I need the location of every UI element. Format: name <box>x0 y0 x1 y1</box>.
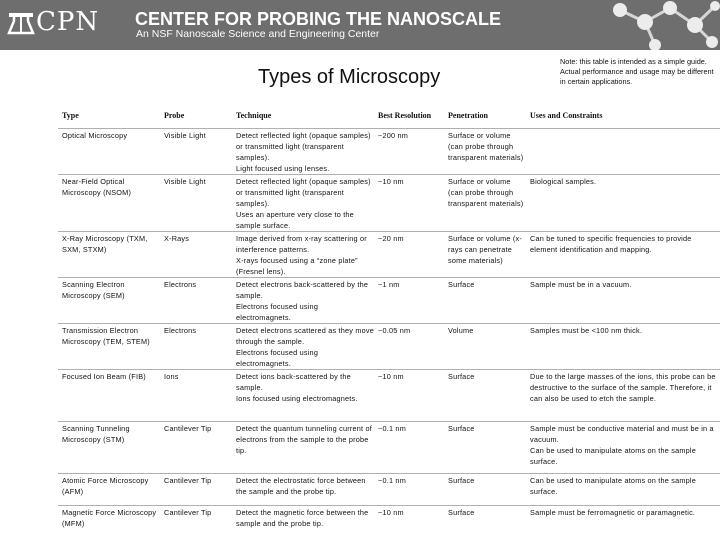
cell-type: Scanning Electron Microscopy (SEM) <box>58 278 160 324</box>
cell-probe: Ions <box>160 370 232 422</box>
cell-probe: Electrons <box>160 324 232 370</box>
cell-type: Magnetic Force Microscopy (MFM) <box>58 506 160 536</box>
cell-penetration: Surface or volume (x-rays can penetrate some materials) <box>444 232 526 278</box>
cell-resolution: ~10 nm <box>374 506 444 536</box>
cell-technique: Image derived from x-ray scattering or interference patterns. X-rays focused using a “zone plate” (Fresnel lens). <box>232 232 374 278</box>
cell-probe: Cantilever Tip <box>160 474 232 506</box>
cell-technique: Detect electrons back-scattered by the sample. Electrons focused using electromagnets. <box>232 278 374 324</box>
table-header-row <box>58 107 720 129</box>
cell-uses <box>526 129 720 175</box>
cell-penetration: Surface <box>444 370 526 422</box>
cell-probe: Cantilever Tip <box>160 422 232 474</box>
banner-title: CENTER FOR PROBING THE NANOSCALE <box>135 9 502 29</box>
cell-technique: Detect electrons scattered as they move through the sample. Electrons focused using electromagnets. <box>232 324 374 370</box>
table-row <box>58 129 720 175</box>
cell-penetration: Surface <box>444 422 526 474</box>
column-header-resolution: Best Resolution <box>378 111 432 120</box>
table-row <box>58 278 720 324</box>
cell-resolution: ~10 nm <box>374 175 444 232</box>
column-header-penetration: Penetration <box>448 111 488 120</box>
cell-resolution: ~1 nm <box>374 278 444 324</box>
cell-penetration: Surface <box>444 278 526 324</box>
cell-probe: Electrons <box>160 278 232 324</box>
table-row <box>58 370 720 422</box>
cell-probe: X-Rays <box>160 232 232 278</box>
table-row <box>58 232 720 278</box>
cell-uses: Sample must be conductive material and must be in a vacuum. Can be used to manipulate atoms on the sample surface. <box>526 422 720 474</box>
column-header-technique: Technique <box>236 111 272 120</box>
table-row <box>58 324 720 370</box>
banner-subtitle: An NSF Nanoscale Science and Engineering Center <box>136 28 380 40</box>
cell-resolution: ~0.1 nm <box>374 422 444 474</box>
cell-type: Focused Ion Beam (FIB) <box>58 370 160 422</box>
cell-uses: Can be tuned to specific frequencies to provide element identification and mapping. <box>526 232 720 278</box>
table-row <box>58 175 720 232</box>
table-row <box>58 422 720 474</box>
cell-uses: Sample must be ferromagnetic or paramagnetic. <box>526 506 720 536</box>
table-row <box>58 474 720 506</box>
cell-type: X-Ray Microscopy (TXM, SXM, STXM) <box>58 232 160 278</box>
header-banner <box>0 0 720 50</box>
cell-probe: Visible Light <box>160 129 232 175</box>
cell-penetration: Surface <box>444 506 526 536</box>
cell-uses: Can be used to manipulate atoms on the sample surface. <box>526 474 720 506</box>
cell-resolution: ~20 nm <box>374 232 444 278</box>
column-header-uses: Uses and Constraints <box>530 111 603 120</box>
cell-resolution: ~10 nm <box>374 370 444 422</box>
cell-resolution: ~0.05 nm <box>374 324 444 370</box>
logo-text: CPN <box>36 7 100 37</box>
table-note: Note: this table is intended as a simple guide. Actual performance and usage may be different in certain applications. <box>560 57 714 86</box>
cell-technique: Detect reflected light (opaque samples) or transmitted light (transparent samples). Light focused using lenses. <box>232 129 374 175</box>
cell-technique: Detect ions back-scattered by the sample. Ions focused using electromagnets. <box>232 370 374 422</box>
column-header-probe: Probe <box>164 111 185 120</box>
cell-technique: Detect reflected light (opaque samples) or transmitted light (transparent samples). Uses an aperture very close to the sample surface. <box>232 175 374 232</box>
cell-penetration: Surface or volume (can probe through transparent materials) <box>444 175 526 232</box>
cell-type: Transmission Electron Microscopy (TEM, STEM) <box>58 324 160 370</box>
cell-uses: Biological samples. <box>526 175 720 232</box>
cell-probe: Visible Light <box>160 175 232 232</box>
cell-technique: Detect the quantum tunneling current of electrons from the sample to the probe tip. <box>232 422 374 474</box>
cell-type: Scanning Tunneling Microscopy (STM) <box>58 422 160 474</box>
cell-penetration: Volume <box>444 324 526 370</box>
cell-uses: Sample must be in a vacuum. <box>526 278 720 324</box>
table-row <box>58 506 720 536</box>
molecule-decoration-icon <box>600 0 720 50</box>
cell-uses: Due to the large masses of the ions, this probe can be destructive to the surface of the sample. Therefore, it can also be used to etch the sample. <box>526 370 720 422</box>
cell-type: Optical Microscopy <box>58 129 160 175</box>
cell-penetration: Surface <box>444 474 526 506</box>
cell-resolution: ~200 nm <box>374 129 444 175</box>
cell-penetration: Surface or volume (can probe through transparent materials) <box>444 129 526 175</box>
page-title: Types of Microscopy <box>258 66 441 88</box>
cell-type: Near-Field Optical Microscopy (NSOM) <box>58 175 160 232</box>
microscopy-table <box>58 107 720 536</box>
cell-technique: Detect the magnetic force between the sample and the probe tip. <box>232 506 374 536</box>
cell-technique: Detect the electrostatic force between the sample and the probe tip. <box>232 474 374 506</box>
cell-probe: Cantilever Tip <box>160 506 232 536</box>
cell-resolution: ~0.1 nm <box>374 474 444 506</box>
cell-type: Atomic Force Microscopy (AFM) <box>58 474 160 506</box>
column-header-type: Type <box>62 111 79 120</box>
cell-uses: Samples must be <100 nm thick. <box>526 324 720 370</box>
flask-logo-icon <box>6 8 36 38</box>
